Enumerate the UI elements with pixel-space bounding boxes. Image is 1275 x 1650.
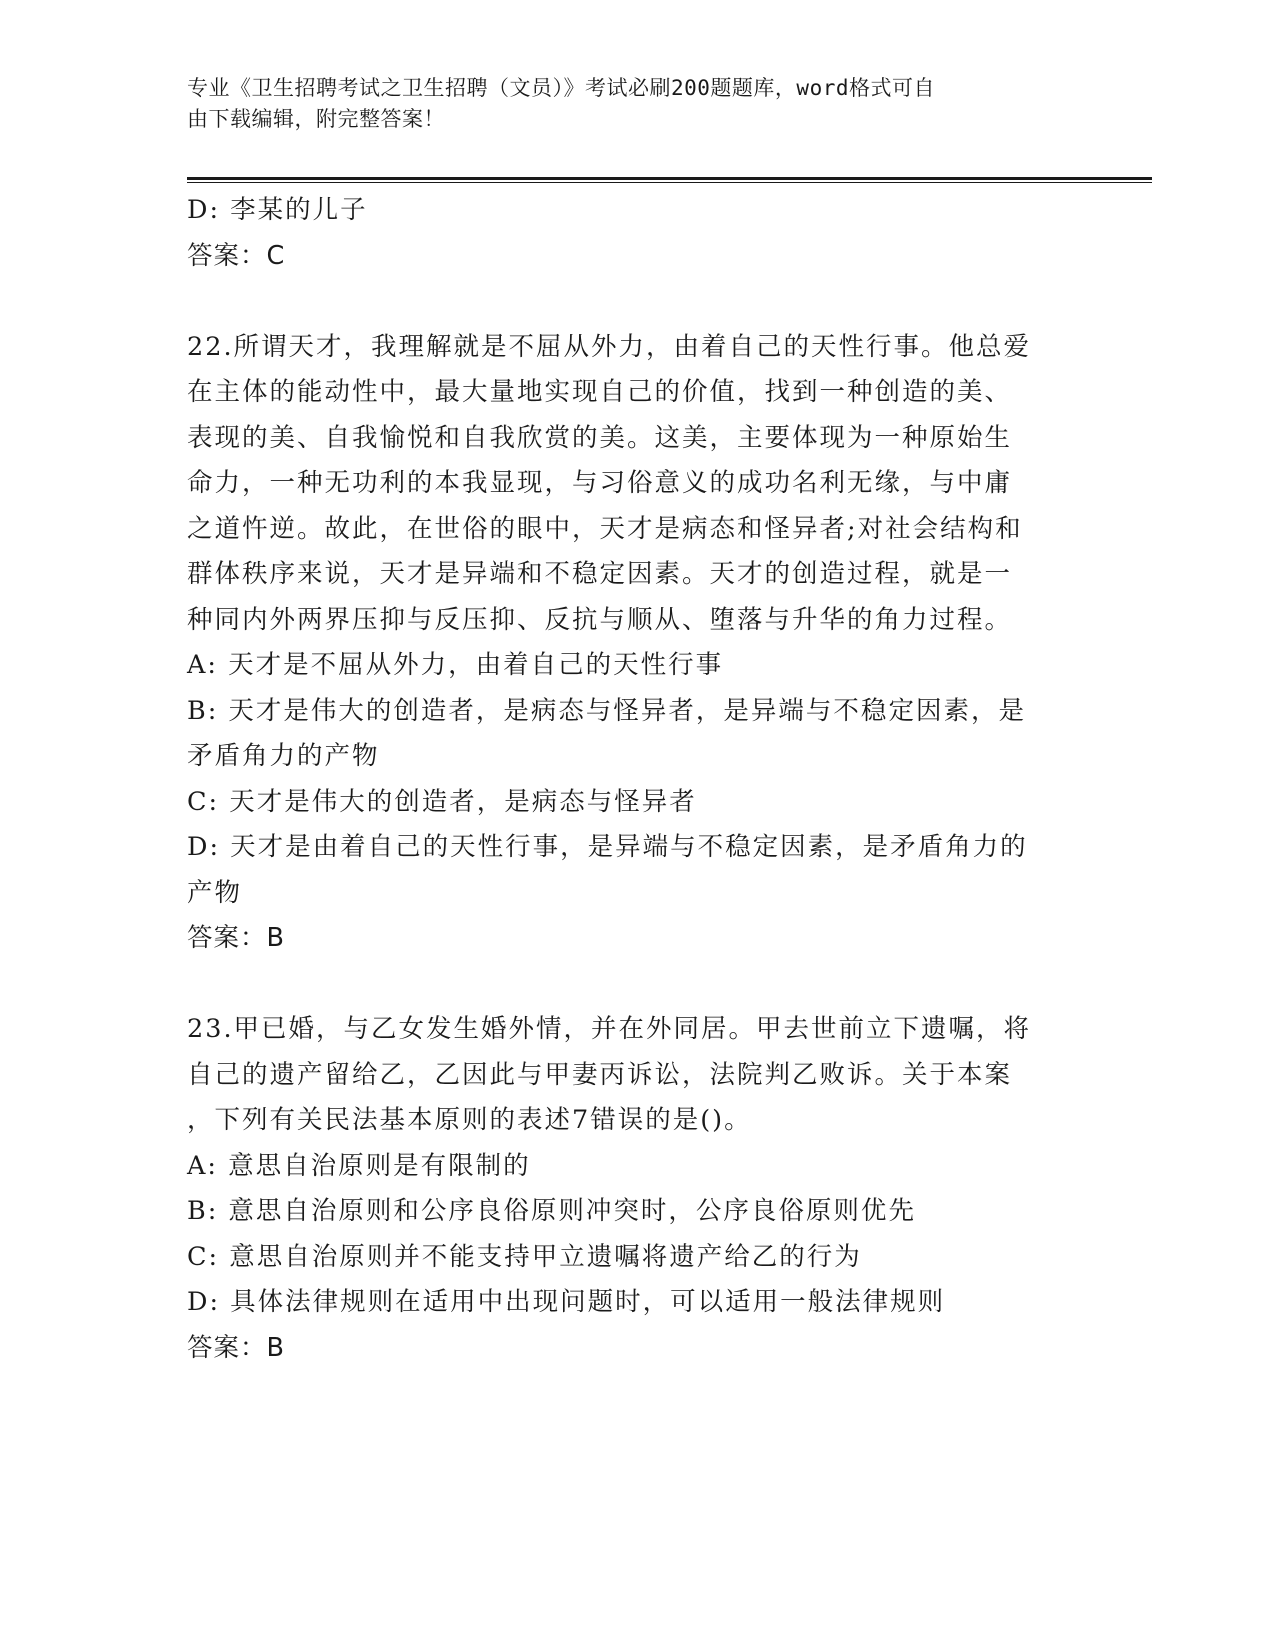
q23-option-c: C: 意思自治原则并不能支持甲立遗嘱将遗产给乙的行为 <box>187 1241 862 1272</box>
q23-option-d: D: 具体法律规则在适用中出现问题时，可以适用一般法律规则 <box>187 1287 946 1317</box>
q22-stem-line: 在主体的能动性中，最大量地实现自己的价值，找到一种创造的美、 <box>187 377 1013 407</box>
question-23 <box>187 1007 1077 1371</box>
question-22 <box>187 325 1077 962</box>
q22-answer: 答案：B <box>187 923 285 953</box>
header-line-1: 专业《卫生招聘考试之卫生招聘（文员）》考试必刷200题题库，word格式可自 <box>187 76 935 100</box>
q23-stem-line: 23.甲已婚，与乙女发生婚外情，并在外同居。甲去世前立下遗嘱，将 <box>187 1014 1032 1044</box>
q22-option-d: D: 天才是由着自己的天性行事，是异端与不稳定因素，是矛盾角力的 <box>187 832 1028 862</box>
spacer <box>187 962 1077 1008</box>
header-divider-thick <box>187 177 1152 180</box>
q22-stem-line: 22.所谓天才，我理解就是不屈从外力，由着自己的天性行事。他总爱 <box>187 331 1032 362</box>
q23-option-a: A: 意思自治原则是有限制的 <box>187 1150 531 1181</box>
q22-option-d-cont: 产物 <box>187 877 243 908</box>
header-divider-thin <box>187 182 1152 183</box>
document-header <box>187 73 1067 135</box>
prev-option-d: D: 李某的儿子 <box>187 195 368 225</box>
q22-stem-line: 表现的美、自我愉悦和自我欣赏的美。这美，主要体现为一种原始生 <box>187 422 1013 453</box>
header-line-2: 由下载编辑，附完整答案！ <box>187 107 445 131</box>
q22-option-b-cont: 矛盾角力的产物 <box>187 741 380 771</box>
q22-stem-line: 命力，一种无功利的本我显现，与习俗意义的成功名利无缘，与中庸 <box>187 468 1013 498</box>
previous-question-tail <box>187 188 1077 279</box>
q22-stem-line: 种同内外两界压抑与反压抑、反抗与顺从、堕落与升华的角力过程。 <box>187 604 1013 635</box>
q22-option-b: B: 天才是伟大的创造者，是病态与怪异者，是异端与不稳定因素，是 <box>187 695 1026 726</box>
q22-stem-line: 之道忤逆。故此，在世俗的眼中，天才是病态和怪异者;对社会结构和 <box>187 513 1023 544</box>
q23-option-b: B: 意思自治原则和公序良俗原则冲突时，公序良俗原则优先 <box>187 1196 916 1226</box>
q22-option-c: C: 天才是伟大的创造者，是病态与怪异者 <box>187 786 697 817</box>
q22-option-a: A: 天才是不屈从外力，由着自己的天性行事 <box>187 650 724 680</box>
prev-answer: 答案：C <box>187 240 286 271</box>
document-body <box>187 188 1077 1371</box>
q23-stem-line: ，下列有关民法基本原则的表述7错误的是()。 <box>187 1105 752 1135</box>
q23-stem-line: 自己的遗产留给乙，乙因此与甲妻丙诉讼，法院判乙败诉。关于本案 <box>187 1059 1013 1090</box>
q23-answer: 答案：B <box>187 1332 285 1363</box>
q22-stem-line: 群体秩序来说，天才是异端和不稳定因素。天才的创造过程，就是一 <box>187 559 1013 589</box>
spacer <box>187 279 1077 325</box>
